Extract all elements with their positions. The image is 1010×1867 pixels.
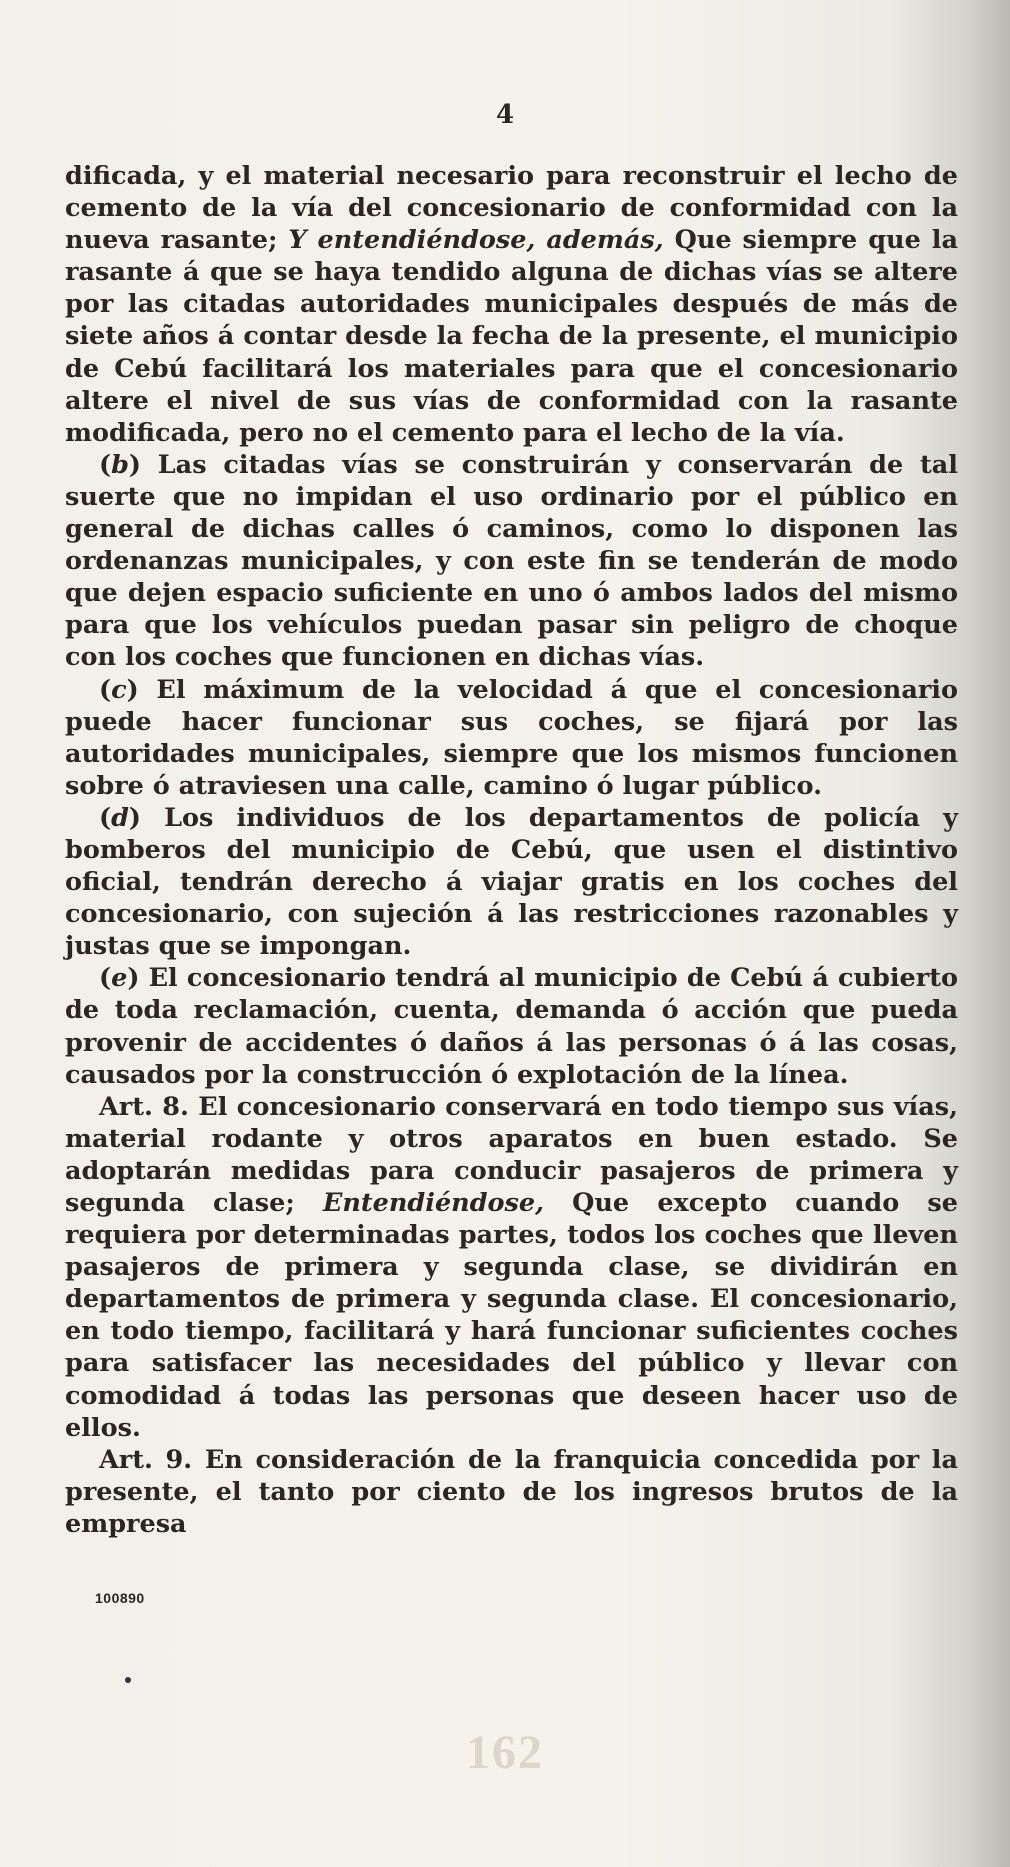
paragraph-art-8 <box>65 1091 958 1444</box>
paragraph-1 <box>65 160 958 449</box>
text-run: ) Los individuos de los departamentos de policía y bomberos del municipio de Cebú, que usen el distintivo oficial, tendrán derecho á viajar gratis en los coches del concesionario, con sujeción á las restricciones razonables y justas que se impongan. <box>65 802 958 962</box>
italic-run: b <box>111 449 129 480</box>
italic-run: e <box>111 963 128 994</box>
text-run: Art. 8. El concesionario conservará en todo tiempo sus vías, material rodante y otros aparatos en buen estado. Se adoptarán medidas para conducir pasajeros de primera y segunda clase; <box>65 1091 958 1218</box>
body-text <box>65 160 958 1540</box>
paragraph-b <box>65 449 958 674</box>
text-run: dificada, y el material necesario para reconstruir el lecho de cemento de la vía del concesionario de conformidad con la nueva rasante; <box>65 161 958 256</box>
paragraph-art-9 <box>65 1444 958 1540</box>
dot-mark <box>125 1677 131 1683</box>
paragraph-c <box>65 674 958 802</box>
footer-code: 100890 <box>95 1590 145 1606</box>
text-run: ) El concesionario tendrá al municipio de Cebú á cubierto de toda reclamación, cuenta, demanda ó acción que pueda provenir de accidentes ó daños á las personas ó á las cosas, causados por la construcción ó explotación de la línea. <box>65 963 958 1090</box>
page-stamp-number: 162 <box>466 1726 544 1779</box>
paragraph-d <box>65 802 958 962</box>
text-run: ( <box>99 802 112 833</box>
page-number: 4 <box>495 100 515 130</box>
text-run: ( <box>99 449 112 480</box>
text-run: ) El máximum de la velocidad á que el concesionario puede hacer funcionar sus coches, se fijará por las autoridades municipales, siempre que los mismos funcionen sobre ó atraviesen una calle, camino ó lugar público. <box>65 674 958 801</box>
italic-run: Entendiéndose, <box>322 1188 545 1218</box>
italic-run: c <box>111 674 127 705</box>
text-run: ( <box>99 674 112 705</box>
paragraph-e <box>65 962 958 1090</box>
text-run: Art. 9. En consideración de la franquicia concedida por la presente, el tanto por ciento de los ingresos brutos de la empresa <box>65 1444 958 1539</box>
italic-run: d <box>111 802 129 833</box>
text-run: Que excepto cuando se requiera por determinadas partes, todos los coches que lleven pasajeros de primera y segunda clase, se dividirán en departamentos de primera y segunda clase. El concesionario, en todo tiempo, facilitará y hará funcionar suficientes coches para satisfacer las necesidades del público y llevar con comodidad á todas las personas que deseen hacer uso de ellos. <box>65 1188 958 1443</box>
text-run: ) Las citadas vías se construirán y conservarán de tal suerte que no impidan el uso ordinario por el público en general de dichas calles ó caminos, como lo disponen las ordenanzas municipales, y con este fin se tenderán de modo que dejen espacio suficiente en uno ó ambos lados del mismo para que los vehículos puedan pasar sin peligro de choque con los coches que funcionen en dichas vías. <box>65 449 958 673</box>
text-run: ( <box>99 963 112 994</box>
text-run: Que siempre que la rasante á que se haya tendido alguna de dichas vías se altere por las citadas autoridades municipales después de más de siete años á contar desde la fecha de la presente, el municipio de Cebú facilitará los materiales para que el concesionario altere el nivel de sus vías de conformidad con la rasante modificada, pero no el cemento para el lecho de la vía. <box>65 225 958 448</box>
italic-run: Y entendiéndose, además, <box>288 225 664 256</box>
